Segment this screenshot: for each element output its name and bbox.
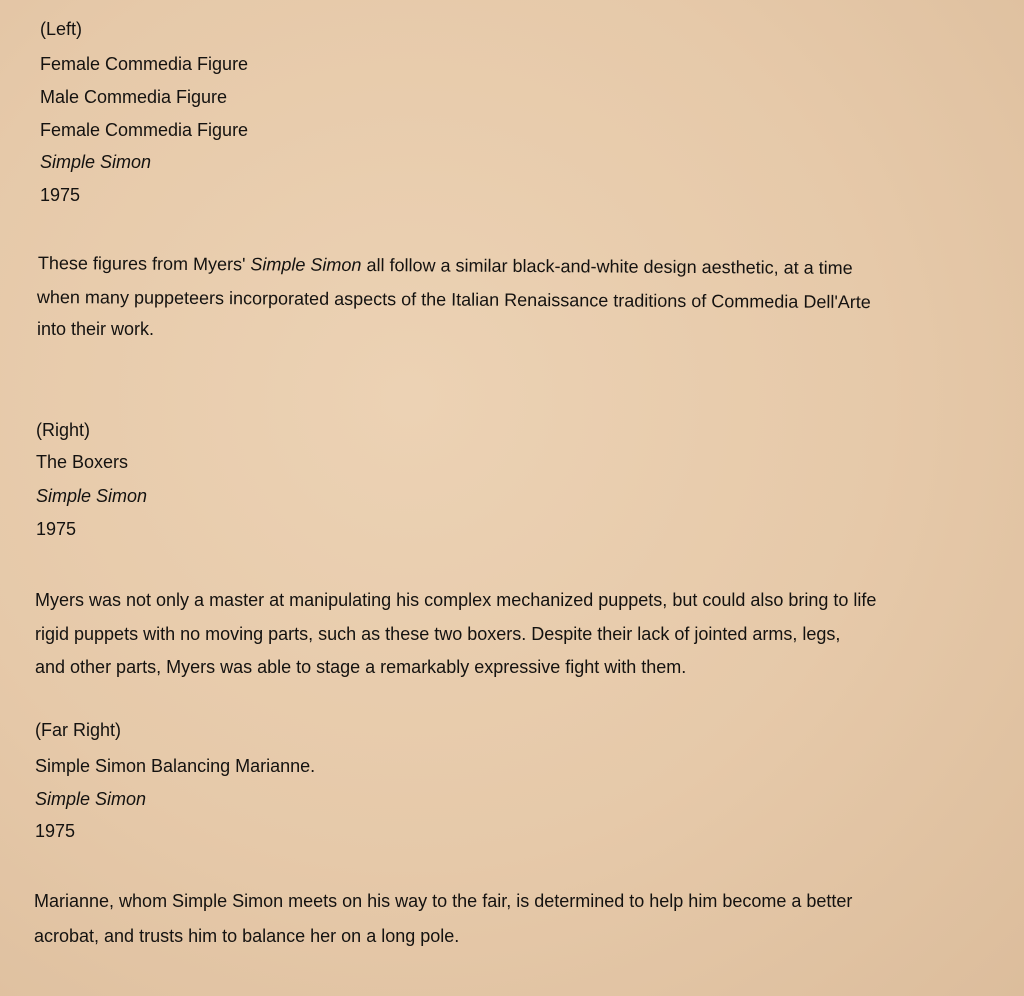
far-right-position-label: (Far Right) [35, 720, 122, 740]
left-position-label: (Left) [40, 19, 83, 39]
right-year: 1975 [36, 519, 77, 539]
left-description-production: Simple Simon [250, 254, 362, 275]
far-right-description-line-2: acrobat, and trusts him to balance her on a long pole. [34, 926, 460, 946]
left-figure-3: Female Commedia Figure [40, 120, 249, 140]
right-description-line-2: rigid puppets with no moving parts, such as these two boxers. Despite their lack of jointed arms, legs, [35, 624, 841, 644]
right-description-line-3: and other parts, Myers was able to stage a remarkably expressive fight with them. [35, 657, 687, 677]
far-right-production-title: Simple Simon [35, 789, 147, 809]
right-description-line-1: Myers was not only a master at manipulating his complex mechanized puppets, but could also bring to life [35, 590, 877, 610]
right-production-title: Simple Simon [36, 486, 148, 506]
left-description-text: These figures from Myers' [37, 252, 251, 275]
far-right-description-line-1: Marianne, whom Simple Simon meets on his way to the fair, is determined to help him become a better [34, 891, 853, 911]
left-description-line-1 [38, 252, 853, 279]
left-description-line-3: into their work. [37, 319, 155, 339]
left-description-text-cont: all follow a similar black-and-white design aesthetic, at a time [361, 254, 853, 278]
left-description-line-2: when many puppeteers incorporated aspects of the Italian Renaissance traditions of Commedia Dell'Arte [36, 286, 871, 313]
left-production-title: Simple Simon [40, 152, 152, 172]
left-figure-2: Male Commedia Figure [40, 87, 228, 107]
far-right-title: Simple Simon Balancing Marianne. [35, 756, 316, 776]
right-position-label: (Right) [36, 420, 91, 440]
right-title: The Boxers [36, 452, 129, 472]
far-right-year: 1975 [35, 821, 76, 841]
left-year: 1975 [40, 185, 81, 205]
left-figure-1: Female Commedia Figure [40, 54, 249, 74]
